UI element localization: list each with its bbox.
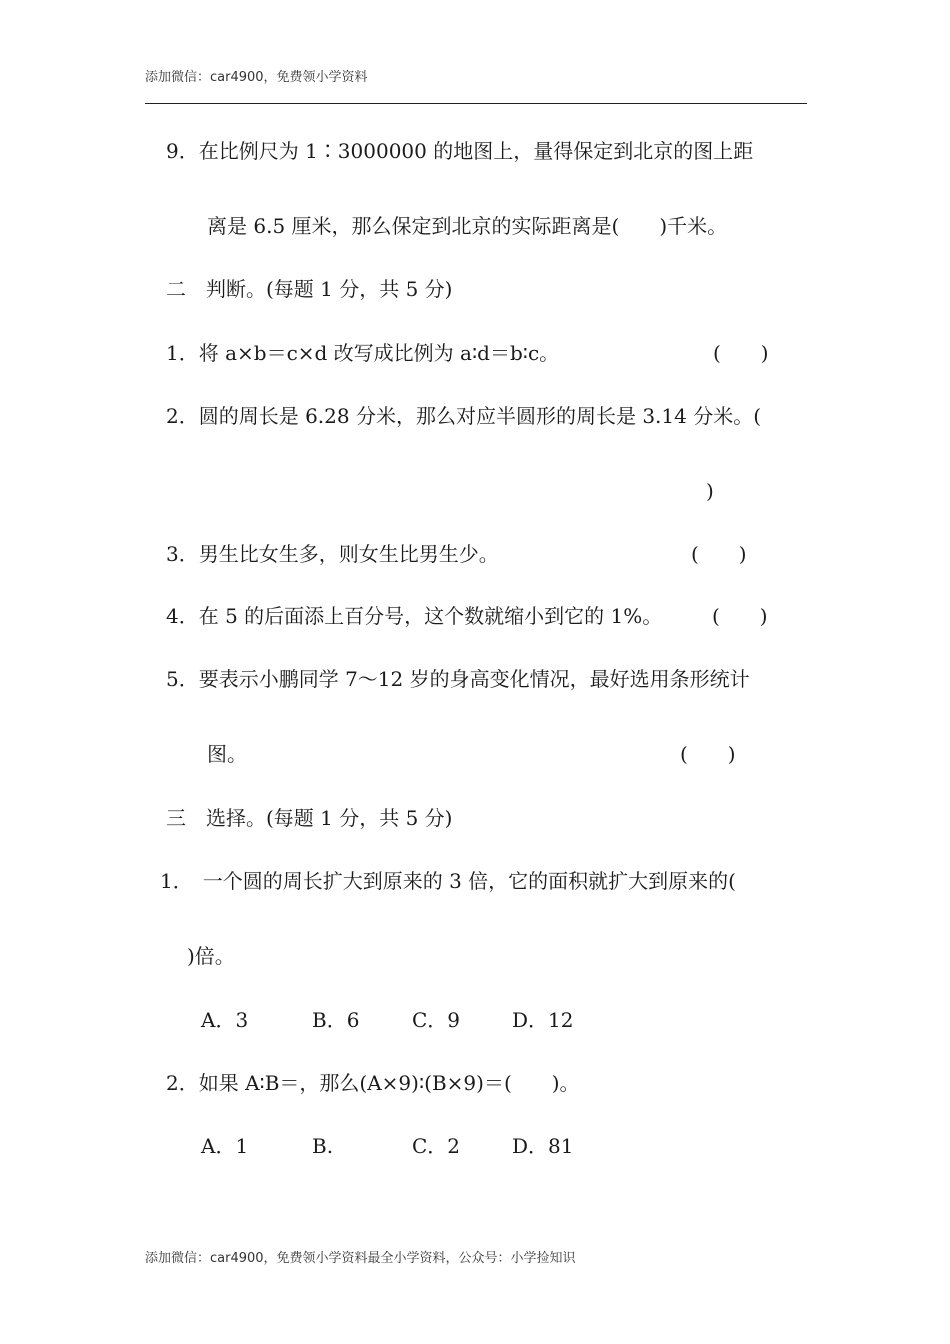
- choice-q2-option-b: B.: [312, 1134, 334, 1158]
- q9-line2: 离是 6.5 厘米，那么保定到北京的实际距离是( )千米。: [207, 214, 728, 238]
- section3-title: 三 选择。(每题 1 分，共 5 分): [166, 806, 453, 830]
- judge-item-4-answer-blank: ( ): [712, 604, 768, 628]
- judge-item-5-cont: 图。: [207, 742, 247, 766]
- judge-item-3: 3．男生比女生多，则女生比男生少。: [166, 542, 499, 566]
- q9-line1: 9．在比例尺为 1∶3000000 的地图上，量得保定到北京的图上距: [166, 139, 754, 163]
- judge-item-4: 4．在 5 的后面添上百分号，这个数就缩小到它的 1%。: [166, 604, 663, 628]
- choice-q2-option-a: A．1: [201, 1134, 249, 1158]
- choice-q1-option-b: B．6: [312, 1008, 360, 1032]
- section2-title: 二 判断。(每题 1 分，共 5 分): [166, 277, 453, 301]
- header-rule: [145, 103, 807, 104]
- choice-q2-line1: 2．如果 A∶B＝，那么(A×9)∶(B×9)＝( )。: [166, 1071, 580, 1095]
- page-header: 添加微信：car4900，免费领小学资料: [145, 70, 368, 85]
- judge-item-1: 1．将 a×b＝c×d 改写成比例为 a∶d＝b∶c。: [166, 341, 560, 365]
- judge-item-5-answer-blank: ( ): [680, 742, 736, 766]
- judge-item-1-answer-blank: ( ): [713, 341, 769, 365]
- judge-item-3-answer-blank: ( ): [691, 542, 747, 566]
- judge-item-2-answer-blank: ): [706, 479, 714, 503]
- choice-q1-line2: )倍。: [187, 944, 235, 968]
- choice-q2-option-c: C．2: [412, 1134, 461, 1158]
- choice-q1-option-d: D．12: [512, 1008, 574, 1032]
- page-footer: 添加微信：car4900，免费领小学资料最全小学资料，公众号：小学捡知识: [145, 1251, 576, 1266]
- choice-q1-option-c: C．9: [412, 1008, 461, 1032]
- choice-q2-option-d: D．81: [512, 1134, 574, 1158]
- choice-q1-line1: 1． 一个圆的周长扩大到原来的 3 倍，它的面积就扩大到原来的(: [160, 869, 736, 893]
- judge-item-5: 5．要表示小鹏同学 7～12 岁的身高变化情况，最好选用条形统计: [166, 667, 750, 691]
- choice-q1-option-a: A．3: [201, 1008, 249, 1032]
- judge-item-2: 2．圆的周长是 6.28 分米，那么对应半圆形的周长是 3.14 分米。(: [166, 404, 762, 428]
